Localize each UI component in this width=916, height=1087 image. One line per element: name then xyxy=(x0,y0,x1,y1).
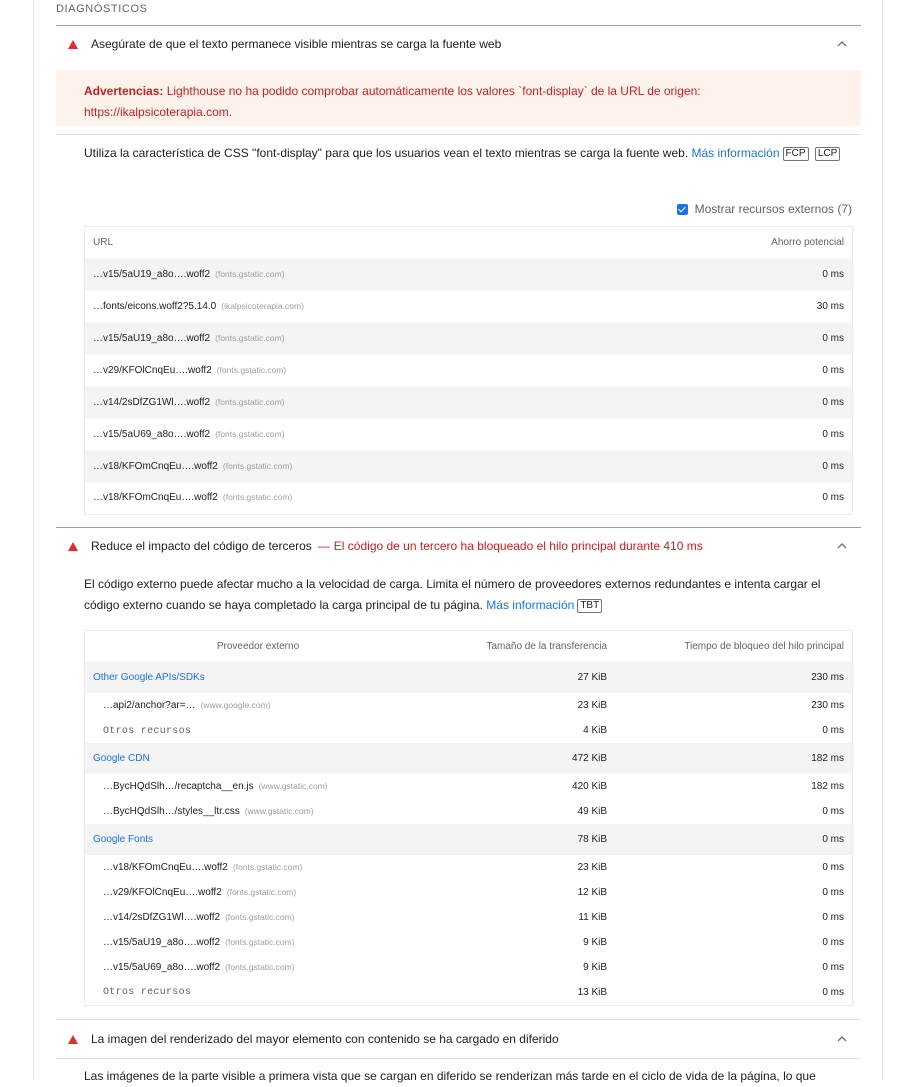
metric-tag-lcp: LCP xyxy=(815,147,840,161)
provider-row[interactable] xyxy=(85,743,853,774)
audit-description xyxy=(84,574,854,616)
resource-url-cell xyxy=(85,905,432,930)
resource-time: 0 ms xyxy=(822,912,844,923)
table-row xyxy=(85,386,853,418)
savings-cell: 0 ms xyxy=(822,492,844,504)
resource-host: (fonts.gstatic.com) xyxy=(215,332,285,343)
audit-title: Asegúrate de que el texto permanece visible mientras se carga la fuente web xyxy=(91,37,502,51)
learn-more-link[interactable]: Más información xyxy=(486,598,575,612)
audit-font-display-header[interactable] xyxy=(56,25,861,65)
resource-url: …v18/KFOmCnqEu….woff2 xyxy=(93,460,218,472)
resource-url: …v15/5aU19_a8o….woff2 xyxy=(93,332,211,344)
provider-size: 78 KiB xyxy=(577,834,608,845)
url-cell xyxy=(85,290,636,322)
savings-cell: 0 ms xyxy=(822,428,844,440)
display-value: El código de un tercero ha bloqueado el hilo principal durante 410 ms xyxy=(333,539,703,553)
resource-size: 23 KiB xyxy=(577,700,608,711)
warning-label: Advertencias: xyxy=(84,84,164,98)
resource-time: 0 ms xyxy=(822,862,844,873)
col-savings: Ahorro potencial xyxy=(771,237,844,248)
resource-row xyxy=(85,693,853,718)
provider-size: 27 KiB xyxy=(577,672,608,683)
resource-row xyxy=(85,880,853,905)
audit-third-party-header[interactable] xyxy=(56,527,861,567)
resource-size: 49 KiB xyxy=(577,806,608,817)
resource-host: (ikalpsicoterapia.com) xyxy=(221,300,304,311)
resource-size: 9 KiB xyxy=(583,937,608,948)
audit-divider xyxy=(56,134,861,135)
resource-row xyxy=(85,799,853,824)
savings-cell: 0 ms xyxy=(636,258,853,290)
learn-more-link[interactable]: Más información xyxy=(691,146,780,160)
table-row xyxy=(85,482,853,514)
resource-host: (www.google.com) xyxy=(200,700,271,710)
url-cell xyxy=(85,418,636,450)
savings-cell: 0 ms xyxy=(822,364,844,376)
resource-row xyxy=(85,855,853,880)
resource-size: 11 KiB xyxy=(578,912,608,923)
savings-cell: 0 ms xyxy=(636,322,853,354)
resource-host: (fonts.gstatic.com) xyxy=(215,268,285,279)
url-cell xyxy=(85,354,636,386)
provider-name[interactable]: Google CDN xyxy=(93,753,150,764)
resource-row xyxy=(85,930,853,955)
resource-url-cell xyxy=(85,880,432,905)
provider-name[interactable]: Other Google APIs/SDKs xyxy=(93,672,205,683)
resource-url: …v14/2sDfZG1Wl….woff2 xyxy=(93,396,211,408)
provider-time: 230 ms xyxy=(811,672,844,683)
resource-time: 0 ms xyxy=(822,986,844,998)
resource-size: 13 KiB xyxy=(577,986,608,998)
resource-url: …v29/KFOlCnqEu….woff2 xyxy=(103,887,222,898)
resource-size: 12 KiB xyxy=(577,887,608,898)
resource-url: …v15/5aU69_a8o….woff2 xyxy=(93,428,211,440)
audit-divider xyxy=(56,1058,861,1059)
resource-url: …v14/2sDfZG1Wl….woff2 xyxy=(103,912,221,923)
resource-time: 0 ms xyxy=(822,806,844,817)
resource-host: (fonts.gstatic.com) xyxy=(226,887,297,897)
audit-description xyxy=(84,143,849,164)
resource-url-cell xyxy=(85,774,432,799)
chevron-up-icon[interactable] xyxy=(835,37,849,51)
third-party-table xyxy=(84,630,853,1006)
resource-row xyxy=(85,905,853,930)
col-provider: Proveedor externo xyxy=(216,641,300,652)
resource-row xyxy=(85,774,853,799)
provider-size: 472 KiB xyxy=(572,753,608,764)
section-title: DIAGNÓSTICOS xyxy=(56,3,148,15)
provider-time: 182 ms xyxy=(811,753,844,764)
resource-url-cell xyxy=(85,980,432,1005)
provider-row[interactable] xyxy=(85,824,853,855)
metric-tag-fcp: FCP xyxy=(783,147,809,161)
resource-url: Otros recursos xyxy=(103,725,192,737)
chevron-up-icon[interactable] xyxy=(835,1032,849,1046)
resource-row xyxy=(85,955,853,980)
show-external-toggle[interactable] xyxy=(677,202,852,216)
resource-url: …v18/KFOmCnqEu….woff2 xyxy=(93,492,218,504)
resource-host: (fonts.gstatic.com) xyxy=(225,912,295,922)
resource-url: …v18/KFOmCnqEu….woff2 xyxy=(103,862,228,873)
url-cell xyxy=(85,322,636,354)
resource-row xyxy=(85,718,853,743)
warning-triangle-icon xyxy=(68,1035,78,1044)
resource-size: 420 KiB xyxy=(572,781,608,792)
resource-size: 9 KiB xyxy=(583,962,608,973)
savings-cell: 0 ms xyxy=(636,386,853,418)
warning-text: Lighthouse no ha podido comprobar automáticamente los valores `font-display` de la URL de origen: https://ikalpsicoterapia.com. xyxy=(84,84,701,119)
url-cell xyxy=(85,386,636,418)
description-text: El código externo puede afectar mucho a la velocidad de carga. Limita el número de proveedores externos redundantes e intenta cargar el código externo cuando se haya completado la carga principal de tu página. xyxy=(84,577,821,612)
resource-url: …BycHQdSlh…/recaptcha__en.js xyxy=(103,781,254,792)
col-blocking-time: Tiempo de bloqueo del hilo principal xyxy=(684,641,844,652)
resource-row xyxy=(85,980,853,1005)
savings-cell: 0 ms xyxy=(636,450,853,482)
metric-tag-tbt: TBT xyxy=(577,599,602,613)
resource-url: …v15/5aU19_a8o….woff2 xyxy=(93,268,211,280)
resource-size: 23 KiB xyxy=(577,862,608,873)
resource-url: …BycHQdSlh…/styles__ltr.css xyxy=(103,806,240,817)
url-cell xyxy=(85,482,636,514)
font-display-table xyxy=(84,226,853,515)
warning-triangle-icon xyxy=(68,542,78,551)
resource-url-cell xyxy=(85,718,432,743)
audit-description: Las imágenes de la parte visible a primera vista que se cargan en diferido se renderizan más tarde en el ciclo de vida de la página, lo que xyxy=(84,1069,816,1083)
resource-time: 0 ms xyxy=(822,962,844,973)
resource-url: Otros recursos xyxy=(103,987,192,999)
resource-time: 182 ms xyxy=(811,781,844,792)
table-row xyxy=(85,418,853,450)
audit-lazy-lcp-header[interactable] xyxy=(56,1020,861,1060)
report-frame-left xyxy=(33,0,34,1080)
table-row xyxy=(85,450,853,482)
table-row xyxy=(85,258,853,290)
resource-host: (fonts.gstatic.com) xyxy=(222,460,293,471)
resource-host: (fonts.gstatic.com) xyxy=(215,396,285,407)
resource-url-cell xyxy=(85,955,432,980)
col-url: URL xyxy=(93,237,114,248)
resource-host: (fonts.gstatic.com) xyxy=(225,937,295,947)
resource-url: …v15/5aU69_a8o….woff2 xyxy=(103,962,221,973)
resource-url: …v15/5aU19_a8o….woff2 xyxy=(103,937,221,948)
resource-url-cell xyxy=(85,799,432,824)
resource-time: 0 ms xyxy=(822,725,844,736)
col-transfer-size: Tamaño de la transferencia xyxy=(486,641,608,652)
title-dash: — xyxy=(317,539,330,553)
warning-box xyxy=(56,70,861,126)
resource-time: 230 ms xyxy=(811,700,844,711)
resource-size: 4 KiB xyxy=(583,725,608,736)
resource-url-cell xyxy=(85,693,432,718)
resource-time: 0 ms xyxy=(822,937,844,948)
provider-name[interactable]: Google Fonts xyxy=(93,834,154,845)
table-row xyxy=(85,290,853,322)
warning-triangle-icon xyxy=(68,40,78,49)
resource-host: (www.gstatic.com) xyxy=(258,781,328,791)
resource-host: (fonts.gstatic.com) xyxy=(215,428,285,439)
resource-host: (fonts.gstatic.com) xyxy=(216,364,287,375)
audit-title: La imagen del renderizado del mayor elemento con contenido se ha cargado en diferido xyxy=(91,1032,559,1046)
resource-host: (fonts.gstatic.com) xyxy=(232,862,303,872)
provider-row[interactable] xyxy=(85,662,853,693)
resource-url: …fonts/eicons.woff2?5.14.0 xyxy=(93,300,217,312)
description-text: Utiliza la característica de CSS "font-display" para que los usuarios vean el texto mientras se carga la fuente web. xyxy=(84,146,689,160)
resource-host: (fonts.gstatic.com) xyxy=(225,962,295,972)
resource-host: (www.gstatic.com) xyxy=(244,806,314,816)
url-cell xyxy=(85,450,636,482)
show-external-label: Mostrar recursos externos (7) xyxy=(694,202,852,216)
url-cell xyxy=(85,258,636,290)
resource-url: …v29/KFOlCnqEu….woff2 xyxy=(93,364,212,376)
report-frame-right xyxy=(882,0,883,1080)
resource-url: …api2/anchor?ar=… xyxy=(103,700,196,711)
resource-url-cell xyxy=(85,855,432,880)
chevron-up-icon[interactable] xyxy=(835,539,849,553)
resource-url-cell xyxy=(85,930,432,955)
table-row xyxy=(85,322,853,354)
provider-time: 0 ms xyxy=(822,834,844,845)
table-row xyxy=(85,354,853,386)
resource-host: (fonts.gstatic.com) xyxy=(222,492,293,503)
resource-time: 0 ms xyxy=(822,887,844,898)
savings-cell: 30 ms xyxy=(816,300,844,312)
audit-title: Reduce el impacto del código de terceros xyxy=(91,539,312,553)
checkbox-checked-icon[interactable] xyxy=(677,204,688,215)
